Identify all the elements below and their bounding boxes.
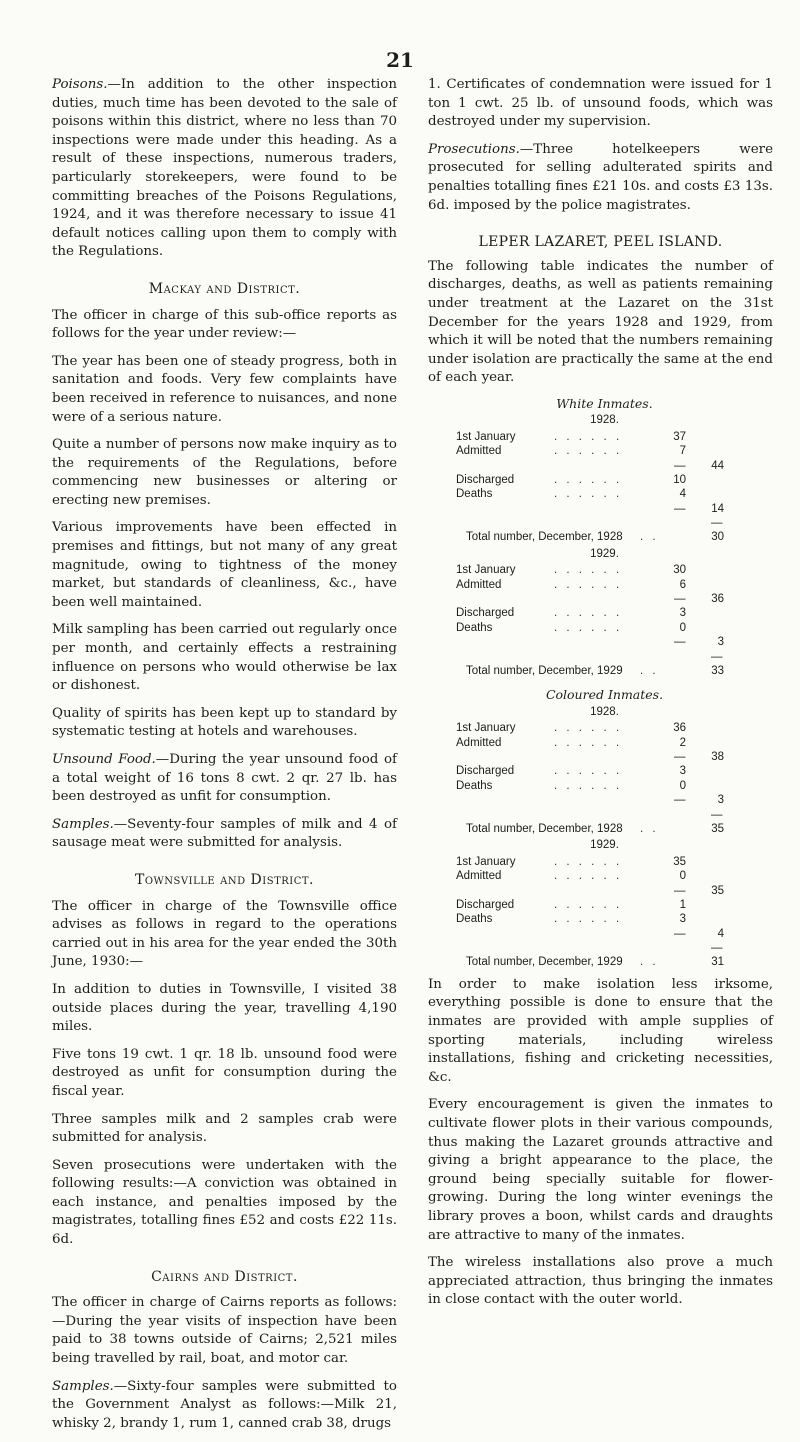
row-label: Admitted: [456, 736, 502, 749]
poisons-heading: Poisons.: [52, 77, 108, 92]
cairns-paragraph-1: The officer in charge of Cairns reports as follows:—During the year visits of inspection have been paid to 38 towns outside of Cairns; 2,521 miles being travelled by rail, boat, and motor car.: [52, 1295, 397, 1367]
row-label: Admitted: [456, 445, 502, 458]
right-column: [428, 76, 773, 1319]
value: 0: [679, 870, 686, 883]
white-inmates-caption: White Inmates.: [556, 395, 653, 411]
year-label: 1928.: [590, 705, 619, 718]
mackay-paragraph-6: Quality of spirits has been kept up to standard by systematic testing at hotels and warehouses.: [52, 705, 397, 740]
cairns-samples-heading: Samples.: [52, 1378, 114, 1394]
mackay-paragraph-5: Milk sampling has been carried out regularly once per month, and certainly effects a restraining influence on persons who would otherwise be lax or dishonest.: [52, 622, 397, 694]
unsound-food-text: —During the year unsound food of a total weight of 16 tons 8 cwt. 2 qr. 27 lb. has been destroyed as unfit for consumption.: [52, 752, 397, 805]
table-row: Total number, December, 1928 . . 30: [466, 531, 724, 544]
mackay-paragraph-3: Quite a number of persons now make inquiry as to the requirements of the Regulations, before commencing new businesses or altering or erecting new premises.: [52, 437, 397, 508]
table-row: 1st January . . . . . . 35: [456, 855, 686, 868]
table-row: — 3: [674, 636, 724, 649]
value: 14: [711, 502, 724, 515]
value: 0: [679, 779, 686, 792]
value: 30: [711, 531, 724, 544]
page-number: 21: [386, 48, 414, 72]
coloured-inmates-caption: Coloured Inmates.: [545, 687, 664, 703]
table-row: Deaths . . . . . . 4: [456, 488, 686, 501]
mackay-paragraph-1: The officer in charge of this sub-office reports as follows for the year under review:—: [52, 307, 397, 342]
value: 36: [673, 722, 686, 735]
townsville-paragraph-1: The officer in charge of the Townsville office advises as follows in regard to the operations carried out in his area for the year ended the 30th June, 1930:—: [52, 898, 397, 970]
value: 1: [679, 898, 686, 911]
row-label: 1st January: [456, 430, 516, 443]
value: 35: [673, 855, 686, 868]
townsville-paragraph-2: In addition to duties in Townsville, I visited 38 outside places during the year, travelling 4,190 miles.: [52, 981, 397, 1035]
year-label: 1929.: [590, 839, 619, 852]
row-label: Deaths: [456, 488, 493, 501]
value: 4: [679, 488, 686, 501]
value: 6: [679, 578, 686, 591]
table-row: Deaths . . . . . . 0: [456, 621, 686, 634]
poisons-paragraph: [52, 76, 397, 262]
prosecutions-heading: Prosecutions.: [428, 141, 520, 157]
value: 37: [673, 430, 686, 443]
isolation-paragraph: In order to make isolation less irksome, everything possible is done to ensure that the inmates are provided with ample supplies of sporting materials, including wireless installations, fishing and cricketing necessities, &c.: [428, 976, 773, 1085]
townsville-heading: Townsville and District.: [134, 871, 314, 888]
lazaret-intro-paragraph: The following table indicates the number of discharges, deaths, as well as patients remaining under treatment at the Lazaret on the 31st December for the years 1928 and 1929, from which it will be noted that the numbers remaining under isolation are practically the same at the end of each year.: [428, 258, 773, 386]
unsound-food-paragraph: [52, 751, 397, 807]
row-label: Discharged: [456, 473, 515, 486]
value: 3: [679, 607, 686, 620]
value: 31: [711, 956, 724, 969]
mackay-heading: Mackay and District.: [148, 280, 301, 297]
table-row: Deaths . . . . . . 0: [456, 779, 686, 792]
table-row: — 4: [674, 927, 724, 940]
row-label: Total number, December, 1929: [466, 664, 623, 677]
inmates-table: [436, 397, 773, 970]
prosecutions-paragraph: [428, 141, 773, 215]
table-row: — 36: [674, 593, 724, 606]
townsville-paragraph-4: Three samples milk and 2 samples crab were submitted for analysis.: [52, 1111, 397, 1146]
table-row: Total number, December, 1929 . . 31: [466, 956, 724, 969]
prosecutions-text: —Three hotelkeepers were prosecuted for selling adulterated spirits and penalties totalling fines £21 10s. and costs £3 13s. 6d. imposed by the police magistrates.: [428, 141, 773, 213]
value: 10: [673, 473, 686, 486]
value: 44: [711, 459, 724, 472]
row-label: Admitted: [456, 870, 502, 883]
value: 33: [711, 664, 724, 677]
row-label: Total number, December, 1928: [466, 531, 623, 544]
row-label: Admitted: [456, 578, 502, 591]
cairns-samples-paragraph: [52, 1378, 397, 1434]
townsville-paragraph-5: Seven prosecutions were undertaken with the following results:—A conviction was obtained in each instance, and penalties imposed by the magistrates, totalling fines £52 and costs £22 11s. 6d.: [52, 1157, 397, 1248]
townsville-paragraph-3: Five tons 19 cwt. 1 qr. 18 lb. unsound food were destroyed as unfit for consumption during the fiscal year.: [52, 1046, 397, 1099]
mackay-paragraph-4: Various improvements have been effected in premises and fittings, but not many of any great magnitude, owing to tightness of the money market, but standards of cleanliness, &c., have been well maintained.: [52, 520, 397, 610]
value: 35: [711, 884, 724, 897]
table-row: Total number, December, 1929 . . 33: [466, 664, 724, 677]
table-row: — 44: [674, 459, 724, 472]
value: 3: [679, 765, 686, 778]
poisons-text: —In addition to the other inspection duties, much time has been devoted to the sale of poisons within this district, where no less than 70 inspections were made under this heading. As a result of these inspections, numerous traders, particularly storekeepers, were found to be committing breaches of the Poisons Regulations, 1924, and it was therefore necessary to issue 41 default notices calling upon them to comply with the Regulations.: [52, 77, 397, 260]
leper-lazaret-heading: LEPER LAZARET, PEEL ISLAND.: [478, 234, 723, 251]
table-row: Admitted . . . . . . 2: [456, 736, 686, 749]
table-row: Admitted . . . . . . 7: [456, 445, 686, 458]
cairns-heading: Cairns and District.: [151, 1268, 298, 1285]
value: 38: [711, 750, 724, 763]
wireless-paragraph: The wireless installations also prove a much appreciated attraction, thus bringing the inmates in close contact with the outer world.: [428, 1255, 773, 1308]
value: 0: [679, 621, 686, 634]
left-column: [52, 76, 397, 1442]
table-row: Discharged . . . . . . 10: [456, 473, 686, 486]
table-row: — 35: [674, 884, 724, 897]
value: 3: [717, 794, 724, 807]
value: 3: [679, 913, 686, 926]
mackay-paragraph-2: The year has been one of steady progress, both in sanitation and foods. Very few complaints have been received in reference to nuisances, and none were of a serious nature.: [52, 353, 397, 425]
value: 2: [679, 736, 686, 749]
table-row: Discharged . . . . . . 3: [456, 607, 686, 620]
value: 4: [717, 927, 724, 940]
row-label: Discharged: [456, 898, 515, 911]
unsound-food-heading: Unsound Food.: [52, 752, 156, 767]
row-label: Deaths: [456, 913, 493, 926]
row-label: Deaths: [456, 621, 493, 634]
row-label: 1st January: [456, 855, 516, 868]
table-row: 1st January . . . . . . 30: [456, 564, 686, 577]
table-row: — 14: [674, 502, 724, 515]
table-row: —: [711, 942, 723, 955]
table-row: —: [711, 808, 723, 821]
row-label: 1st January: [456, 722, 516, 735]
samples-heading: Samples.: [52, 816, 114, 832]
year-label: 1929.: [590, 547, 619, 560]
row-label: Deaths: [456, 779, 493, 792]
table-row: Admitted . . . . . . 6: [456, 578, 686, 591]
value: 30: [673, 564, 686, 577]
table-row: Discharged . . . . . . 3: [456, 765, 686, 778]
table-row: Total number, December, 1928 . . 35: [466, 822, 724, 835]
row-label: Discharged: [456, 765, 515, 778]
row-label: Total number, December, 1928: [466, 822, 623, 835]
samples-text: —Seventy-four samples of milk and 4 of sausage meat were submitted for analysis.: [52, 816, 397, 851]
value: 3: [717, 636, 724, 649]
encouragement-paragraph: Every encouragement is given the inmates to cultivate flower plots in their various compounds, thus making the Lazaret grounds attractive and giving a bright appearance to the place, the ground being specially suitable for flower-growing. During the long winter evenings the library proves a boon, whilst cards and draughts are attractive to many of the inmates.: [428, 1097, 773, 1243]
table-row: —: [711, 517, 723, 530]
table-row: 1st January . . . . . . 36: [456, 722, 686, 735]
table-row: — 3: [674, 794, 724, 807]
table-row: 1st January . . . . . . 37: [456, 430, 686, 443]
value: 36: [711, 593, 724, 606]
table-row: —: [711, 650, 723, 663]
table-row: Admitted . . . . . . 0: [456, 870, 686, 883]
year-label: 1928.: [590, 414, 619, 427]
value: 7: [679, 445, 686, 458]
table-row: Deaths . . . . . . 3: [456, 913, 686, 926]
certificates-paragraph: 1. Certificates of condemnation were issued for 1 ton 1 cwt. 25 lb. of unsound foods, which was destroyed under my supervision.: [428, 77, 773, 130]
value: 35: [711, 822, 724, 835]
table-row: — 38: [674, 750, 724, 763]
table-row: Discharged . . . . . . 1: [456, 898, 686, 911]
row-label: Total number, December, 1929: [466, 956, 623, 969]
row-label: Discharged: [456, 607, 515, 620]
cairns-samples-text: —Sixty-four samples were submitted to the Government Analyst as follows:—Milk 21, whisky 2, brandy 1, rum 1, canned crab 38, drugs: [52, 1378, 397, 1431]
row-label: 1st January: [456, 564, 516, 577]
samples-paragraph: [52, 816, 397, 853]
